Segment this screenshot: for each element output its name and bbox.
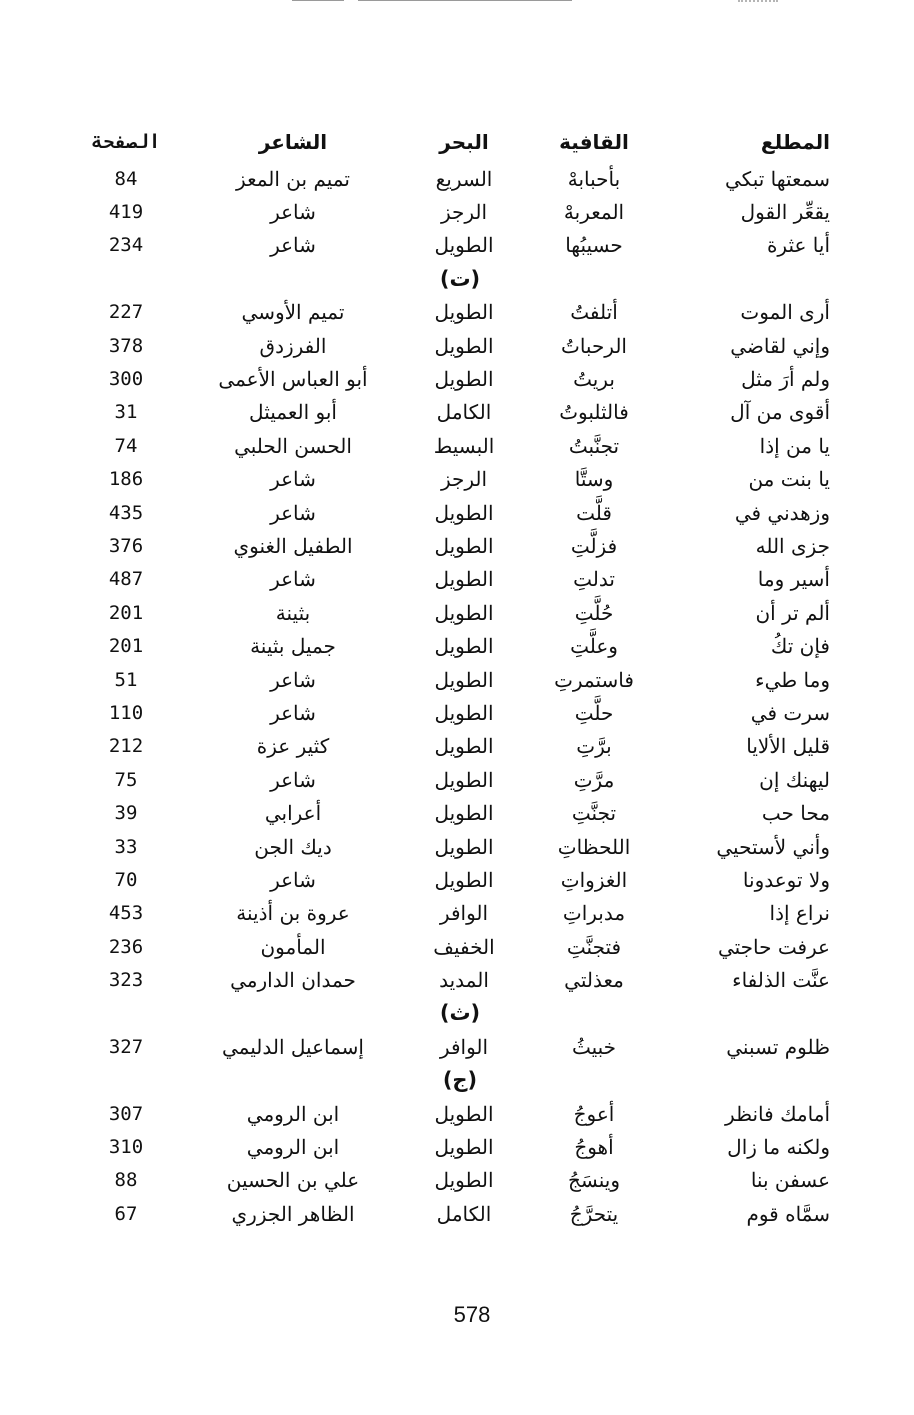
poem-opening: أيا عثرة	[766, 233, 830, 258]
poem-rhyme: يتحرَّجُ	[569, 1201, 619, 1226]
poem-rhyme: أهوجُ	[574, 1135, 614, 1160]
poem-meter: الطويل	[434, 667, 494, 692]
table-header	[70, 122, 830, 162]
header-opening: المطلع	[760, 130, 830, 154]
poem-meter: الخفيف	[433, 934, 495, 959]
poem-meter: الطويل	[434, 801, 494, 826]
poem-poet: ديك الجن	[254, 834, 332, 859]
poem-page: 323	[108, 969, 144, 992]
poem-poet: ابن الرومي	[246, 1101, 340, 1126]
poem-page: 67	[114, 1202, 138, 1225]
poem-page: 307	[108, 1102, 144, 1125]
poem-page: 227	[108, 301, 144, 324]
poem-opening: يا بنت من	[748, 467, 830, 492]
poem-page: 453	[108, 902, 144, 925]
table-row	[70, 830, 830, 863]
poem-meter: الطويل	[434, 567, 494, 592]
poem-rhyme: فالثلبوتُ	[559, 400, 629, 425]
table-row	[70, 629, 830, 662]
poem-opening: عرفت حاجتي	[717, 934, 830, 959]
poem-page: 33	[114, 835, 138, 858]
table-row	[70, 730, 830, 763]
poem-page: 300	[108, 368, 144, 391]
poem-opening: أسير وما	[757, 567, 830, 592]
poem-rhyme: حسيبُها	[565, 233, 623, 258]
poem-page: 51	[114, 668, 138, 691]
poem-opening: عنَّت الذلفاء	[732, 968, 830, 993]
poem-page: 84	[114, 167, 138, 190]
poem-opening: محا حب	[761, 801, 830, 826]
page-number: 578	[453, 1302, 491, 1327]
poem-poet: أعرابي	[264, 801, 322, 826]
poem-poet: أبو العميثل	[249, 400, 337, 425]
poem-page: 376	[108, 534, 144, 557]
poem-rhyme: الغزواتِ	[560, 867, 628, 892]
poem-page: 378	[108, 334, 144, 357]
section-letter-jim: (ج)	[442, 1068, 478, 1093]
poem-meter: الطويل	[434, 734, 494, 759]
table-row	[70, 1197, 830, 1230]
table-row	[70, 529, 830, 562]
group-ta	[70, 296, 830, 997]
table-row	[70, 1030, 830, 1063]
poem-page: 419	[108, 201, 144, 224]
poem-rhyme: اللحظاتِ	[557, 834, 631, 859]
poem-rhyme: معذلتي	[564, 968, 624, 993]
poem-page: 88	[114, 1169, 138, 1192]
poem-page: 435	[108, 501, 144, 524]
poem-poet: شاعر	[270, 667, 316, 692]
poem-meter: الوافر	[439, 1034, 489, 1059]
poem-poet: إسماعيل الدليمي	[222, 1034, 364, 1059]
table-row	[70, 596, 830, 629]
poem-poet: ابن الرومي	[246, 1135, 340, 1160]
poem-opening: ظلوم تسبني	[726, 1034, 830, 1059]
poem-meter: الرجز	[440, 467, 488, 492]
poem-page: 201	[108, 601, 144, 624]
poem-rhyme: المعربهْ	[563, 200, 625, 225]
poem-meter: الطويل	[434, 767, 494, 792]
poem-opening: ألم تر أن	[755, 600, 830, 625]
poem-opening: وإني لقاضي	[730, 333, 830, 358]
poem-page: 70	[114, 868, 138, 891]
poem-meter: الطويل	[434, 1168, 494, 1193]
table-row	[70, 362, 830, 395]
table-row	[70, 796, 830, 829]
poem-poet: المأمون	[260, 934, 326, 959]
table-row	[70, 763, 830, 796]
table-row	[70, 496, 830, 529]
section-letter-ta: (ت)	[439, 266, 481, 291]
poem-meter: الطويل	[434, 1135, 494, 1160]
poem-page: 110	[108, 701, 144, 724]
poem-poet: شاعر	[270, 567, 316, 592]
group-tha	[70, 1030, 830, 1063]
poem-opening: يا من إذا	[759, 433, 830, 458]
table-row	[70, 696, 830, 729]
poem-poet: شاعر	[270, 500, 316, 525]
poem-rhyme: فتجنَّتِ	[566, 934, 622, 959]
poem-opening: سمعتها تبكي	[725, 166, 830, 191]
poem-page: 327	[108, 1035, 144, 1058]
poem-meter: الوافر	[439, 901, 489, 926]
poem-rhyme: مرَّتِ	[573, 767, 615, 792]
poem-rhyme: حلَّتِ	[574, 700, 614, 725]
poem-meter: الطويل	[434, 867, 494, 892]
poem-meter: الرجز	[440, 200, 488, 225]
table-row	[70, 897, 830, 930]
poem-page: 75	[114, 768, 138, 791]
group-ha	[70, 162, 830, 262]
poem-rhyme: وينسَجُ	[567, 1168, 620, 1193]
poem-rhyme: خبيثُ	[571, 1034, 617, 1059]
header-meter: البحر	[439, 130, 489, 154]
poem-page: 236	[108, 935, 144, 958]
poem-opening: جزى الله	[755, 533, 830, 558]
poem-poet: شاعر	[270, 700, 316, 725]
poem-poet: تميم بن المعز	[236, 166, 350, 191]
poem-rhyme: فزلَّتِ	[570, 533, 618, 558]
header-page: الصفحة	[91, 131, 161, 153]
poem-meter: الطويل	[434, 634, 494, 659]
header-rhyme: القافية	[559, 130, 629, 154]
poem-opening: فإن تكُ	[770, 634, 830, 659]
poem-poet: الظاهر الجزري	[231, 1201, 355, 1226]
poem-opening: ولم أرَ مثل	[741, 367, 830, 392]
section-letter-tha: (ث)	[439, 1001, 481, 1026]
top-dots	[738, 0, 778, 4]
poem-opening: نراع إذا	[769, 901, 830, 926]
table-row	[70, 396, 830, 429]
poem-page: 234	[108, 234, 144, 257]
poem-opening: يقعِّر القول	[740, 200, 830, 225]
poem-poet: تميم الأوسي	[241, 300, 345, 325]
poem-meter: الطويل	[434, 300, 494, 325]
poem-poet: الطفيل الغنوي	[233, 533, 353, 558]
poem-meter: الطويل	[434, 700, 494, 725]
poem-meter: الطويل	[434, 367, 494, 392]
table-row	[70, 930, 830, 963]
poem-opening: ولا توعدونا	[742, 867, 830, 892]
poem-meter: الطويل	[434, 500, 494, 525]
poem-page: 74	[114, 434, 138, 457]
poem-opening: وزهدني في	[734, 500, 830, 525]
poem-poet: كثير عزة	[256, 734, 330, 759]
top-rule-right	[358, 0, 572, 1]
poem-rhyme: الرحباتُ	[560, 333, 627, 358]
poem-page: 186	[108, 468, 144, 491]
poem-poet: الحسن الحلبي	[234, 433, 352, 458]
poem-rhyme: بريتُ	[573, 367, 615, 392]
poem-poet: شاعر	[270, 767, 316, 792]
poem-opening: أرى الموت	[740, 300, 830, 325]
poem-meter: الطويل	[434, 533, 494, 558]
group-jim	[70, 1097, 830, 1231]
poem-opening: عسفن بنا	[750, 1168, 830, 1193]
header-poet: الشاعر	[258, 130, 328, 154]
poem-poet: الفرزدق	[259, 333, 327, 358]
table-row	[70, 1164, 830, 1197]
poem-meter: الطويل	[434, 1101, 494, 1126]
poem-meter: الطويل	[434, 834, 494, 859]
poem-opening: أقوى من آل	[730, 400, 830, 425]
poem-index-table	[70, 122, 830, 1231]
table-row	[70, 329, 830, 362]
poem-poet: جميل بثينة	[250, 634, 336, 659]
table-row	[70, 563, 830, 596]
top-rule-left	[292, 0, 344, 1]
poem-rhyme: حُلَّتِ	[574, 600, 614, 625]
table-row	[70, 663, 830, 696]
poem-rhyme: أتلفتُ	[570, 300, 618, 325]
poem-rhyme: برَّتِ	[576, 734, 612, 759]
poem-opening: أمامك فانظر	[725, 1101, 830, 1126]
poem-rhyme: تجنَّبتُ	[568, 433, 620, 458]
poem-opening: سرت في	[750, 700, 830, 725]
poem-meter: الطويل	[434, 233, 494, 258]
poem-poet: شاعر	[270, 867, 316, 892]
poem-poet: شاعر	[270, 467, 316, 492]
poem-rhyme: أعوجُ	[573, 1101, 615, 1126]
poem-poet: شاعر	[270, 233, 316, 258]
poem-page: 39	[114, 802, 138, 825]
poem-rhyme: بأحبابهْ	[567, 166, 621, 191]
poem-rhyme: تجنَّتِ	[571, 801, 617, 826]
poem-rhyme: تدلتِ	[573, 567, 615, 592]
table-row	[70, 1097, 830, 1130]
poem-opening: قليل الألايا	[746, 734, 830, 759]
table-row	[70, 429, 830, 462]
poem-rhyme: قلَّت	[576, 500, 612, 525]
poem-meter: السريع	[435, 166, 493, 191]
poem-meter: البسيط	[433, 433, 495, 458]
poem-rhyme: وعلَّتِ	[570, 634, 618, 659]
poem-poet: بثينة	[275, 600, 311, 625]
table-row	[70, 1130, 830, 1163]
table-row	[70, 162, 830, 195]
table-row	[70, 296, 830, 329]
poem-meter: الكامل	[436, 1201, 492, 1226]
table-row	[70, 963, 830, 996]
table-row	[70, 463, 830, 496]
poem-poet: عروة بن أذينة	[236, 901, 350, 926]
poem-page: 487	[108, 568, 144, 591]
poem-rhyme: فاستمرتِ	[554, 667, 634, 692]
poem-poet: شاعر	[270, 200, 316, 225]
poem-opening: وما طيء	[755, 667, 830, 692]
poem-page: 31	[114, 401, 138, 424]
poem-meter: الكامل	[436, 400, 492, 425]
poem-page: 212	[108, 735, 144, 758]
poem-page: 201	[108, 635, 144, 658]
poem-poet: أبو العباس الأعمى	[218, 367, 368, 392]
poem-page: 310	[108, 1136, 144, 1159]
poem-opening: ولكنه ما زال	[727, 1135, 830, 1160]
table-row	[70, 229, 830, 262]
poem-poet: حمدان الدارمي	[230, 968, 356, 993]
poem-rhyme: مدبراتِ	[562, 901, 626, 926]
poem-opening: ليهنك إن	[759, 767, 830, 792]
poem-meter: الطويل	[434, 600, 494, 625]
poem-meter: الطويل	[434, 333, 494, 358]
poem-opening: وأني لأستحيي	[716, 834, 830, 859]
poem-rhyme: وستَّا	[574, 467, 614, 492]
table-row	[70, 863, 830, 896]
table-row	[70, 195, 830, 228]
poem-meter: المديد	[439, 968, 489, 993]
poem-poet: علي بن الحسين	[226, 1168, 360, 1193]
poem-opening: سمَّاه قوم	[746, 1201, 830, 1226]
